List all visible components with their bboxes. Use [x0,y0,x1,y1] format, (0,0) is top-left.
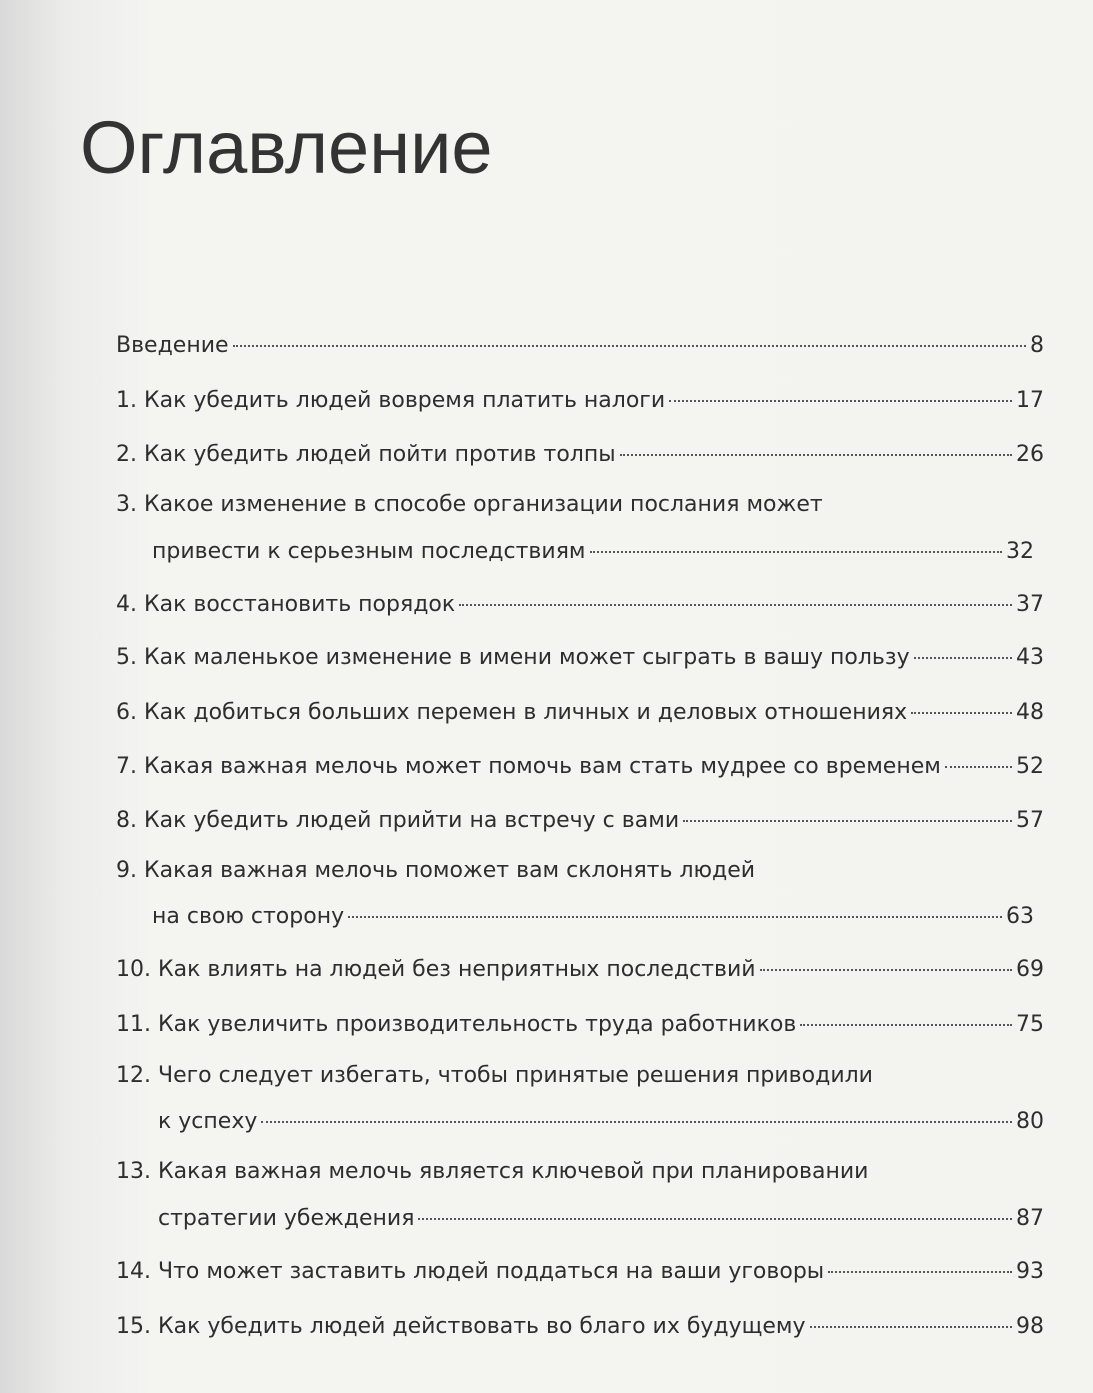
toc-entry [116,858,1044,883]
dot-leader [590,551,1002,553]
toc-entry-title: 9. Какая важная мелочь поможет вам склонять людей [116,858,756,883]
toc-entry [116,1012,1044,1037]
toc-entry-title: 8. Как убедить людей прийти на встречу с вами [116,808,680,833]
toc-entry [116,808,1044,833]
toc-entry-title-cont: стратегии убеждения [158,1206,415,1231]
toc-entry-title: 1. Как убедить людей вовремя платить налоги [116,388,666,413]
toc-entry [116,754,1044,779]
toc-entry [116,442,1044,467]
toc-entry-title: 10. Как влиять на людей без неприятных последствий [116,957,756,982]
dot-leader [683,820,1012,822]
toc-entry-title-cont: к успеху [158,1109,258,1134]
toc-entry [116,1159,1044,1184]
dot-leader [945,766,1012,768]
toc-entry-title: 6. Как добиться больших перемен в личных и деловых отношениях [116,700,908,725]
toc-entry-title: 7. Какая важная мелочь может помочь вам стать мудрее со временем [116,754,941,779]
toc-entry-title: 11. Как увеличить производительность труда работников [116,1012,797,1037]
dot-leader [760,969,1012,971]
toc-entry-page: 93 [1016,1259,1044,1284]
toc-entry-page: 57 [1016,808,1044,833]
toc-entry-page: 43 [1016,645,1044,670]
toc-entry-title: 13. Какая важная мелочь является ключевой при планировании [116,1159,869,1184]
toc-entry-title: 14. Что может заставить людей поддаться на ваши уговоры [116,1259,825,1284]
toc-entry-continuation [152,539,1034,564]
dot-leader [261,1121,1012,1123]
toc-entry-title: 2. Как убедить людей пойти против толпы [116,442,616,467]
toc-entry-continuation [152,904,1034,929]
toc-entry-page: 32 [1006,539,1034,564]
dot-leader [800,1024,1012,1026]
toc-entry-title: Введение [116,333,229,358]
dot-leader [620,454,1012,456]
toc-entry-title: 3. Какое изменение в способе организации послания может [116,492,823,517]
toc-entry-page: 98 [1016,1314,1044,1339]
dot-leader [348,916,1002,918]
dot-leader [828,1271,1012,1273]
toc-entry-continuation [158,1109,1044,1134]
toc-entry-page: 69 [1016,957,1044,982]
toc-entry-page: 87 [1016,1206,1044,1231]
dot-leader [669,400,1012,402]
toc-entry [116,592,1044,617]
toc-entry-page: 17 [1016,388,1044,413]
toc-entry-page: 8 [1030,333,1044,358]
toc-entry-page: 75 [1016,1012,1044,1037]
toc-entry-title: 5. Как маленькое изменение в имени может сыграть в вашу пользу [116,645,910,670]
toc-entry-title: 12. Чего следует избегать, чтобы принятые решения приводили [116,1063,873,1088]
toc-entry-page: 26 [1016,442,1044,467]
toc-entry [116,957,1044,982]
dot-leader [418,1218,1012,1220]
toc-entry-page: 52 [1016,754,1044,779]
toc-entry [116,492,1044,517]
toc-entry-title: 15. Как убедить людей действовать во благо их будущему [116,1314,806,1339]
toc-entry [116,1063,1044,1088]
toc-entry-page: 37 [1016,592,1044,617]
dot-leader [911,712,1012,714]
toc-entry-title-cont: привести к серьезным последствиям [152,539,586,564]
dot-leader [459,604,1012,606]
toc-entry-page: 80 [1016,1109,1044,1134]
toc-entry-page: 63 [1006,904,1034,929]
toc-entry-continuation [158,1206,1044,1231]
toc-entry-title: 4. Как восстановить порядок [116,592,456,617]
toc-entry [116,645,1044,670]
page-title: Оглавление [80,106,493,189]
toc-entry [116,1314,1044,1339]
toc-entry-page: 48 [1016,700,1044,725]
dot-leader [810,1326,1012,1328]
toc-entry-title-cont: на свою сторону [152,904,345,929]
toc-entry [116,1259,1044,1284]
toc-entry [116,388,1044,413]
dot-leader [233,345,1026,347]
toc-entry [116,700,1044,725]
dot-leader [914,657,1012,659]
toc-entry [116,333,1044,358]
